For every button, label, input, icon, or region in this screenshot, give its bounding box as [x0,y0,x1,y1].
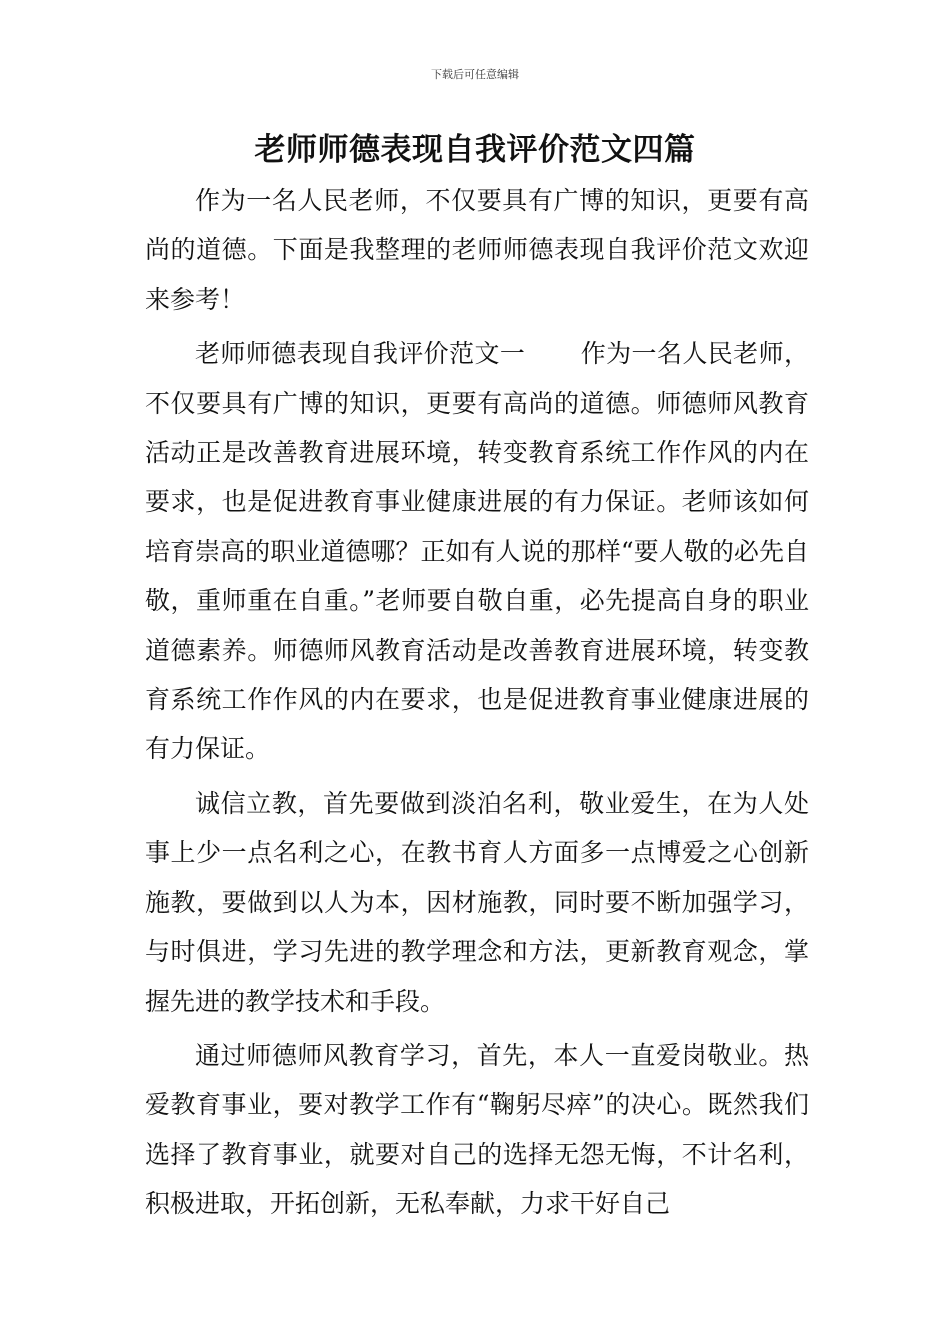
paragraph-dedication: 通过师德师风教育学习，首先，本人一直爱岗敬业。热爱教育事业，要对教学工作有“鞠躬尽瘁”的决心。既然我们选择了教育事业，就要对自己的选择无怨无悔，不计名利，积极进取，开拓创新，无私奉献，力求干好自己 [145,1040,809,1219]
paragraph-section-one [145,329,809,774]
paragraph-intro: 作为一名人民老师，不仅要具有广博的知识，更要有高尚的道德。下面是我整理的老师师德表现自我评价范文欢迎来参考！ [145,186,809,314]
page-title: 老师师德表现自我评价范文四篇 [254,132,696,168]
paragraph-integrity: 诚信立教，首先要做到淡泊名利，敬业爱生，在为人处事上少一点名利之心，在教书育人方面多一点博爱之心创新施教，要做到以人为本，因材施教，同时要不断加强学习，与时俱进，学习先进的教学理念和方法，更新教育观念，掌握先进的教学技术和手段。 [145,788,809,1016]
paragraph-section-one-text: 不仅要具有广博的知识，更要有高尚的道德。师德师风教育活动正是改善教育进展环境，转变教育系统工作作风的内在要求，也是促进教育事业健康进展的有力保证。老师该如何培育崇高的职业道德哪？正如有人说的那样“要人敬的必先自敬，重师重在自重。”老师要自敬自重，必先提高自身的职业道德素养。师德师风教育活动是改善教育进展环境，转变教育系统工作作风的内在要求，也是促进教育事业健康进展的有力保证。 [145,388,809,764]
header-note: 下载后可任意编辑 [431,68,519,81]
section-heading: 老师师德表现自我评价范文一 [195,339,526,369]
section-lead: 作为一名人民老师， [580,339,809,369]
document-body [145,176,809,1229]
